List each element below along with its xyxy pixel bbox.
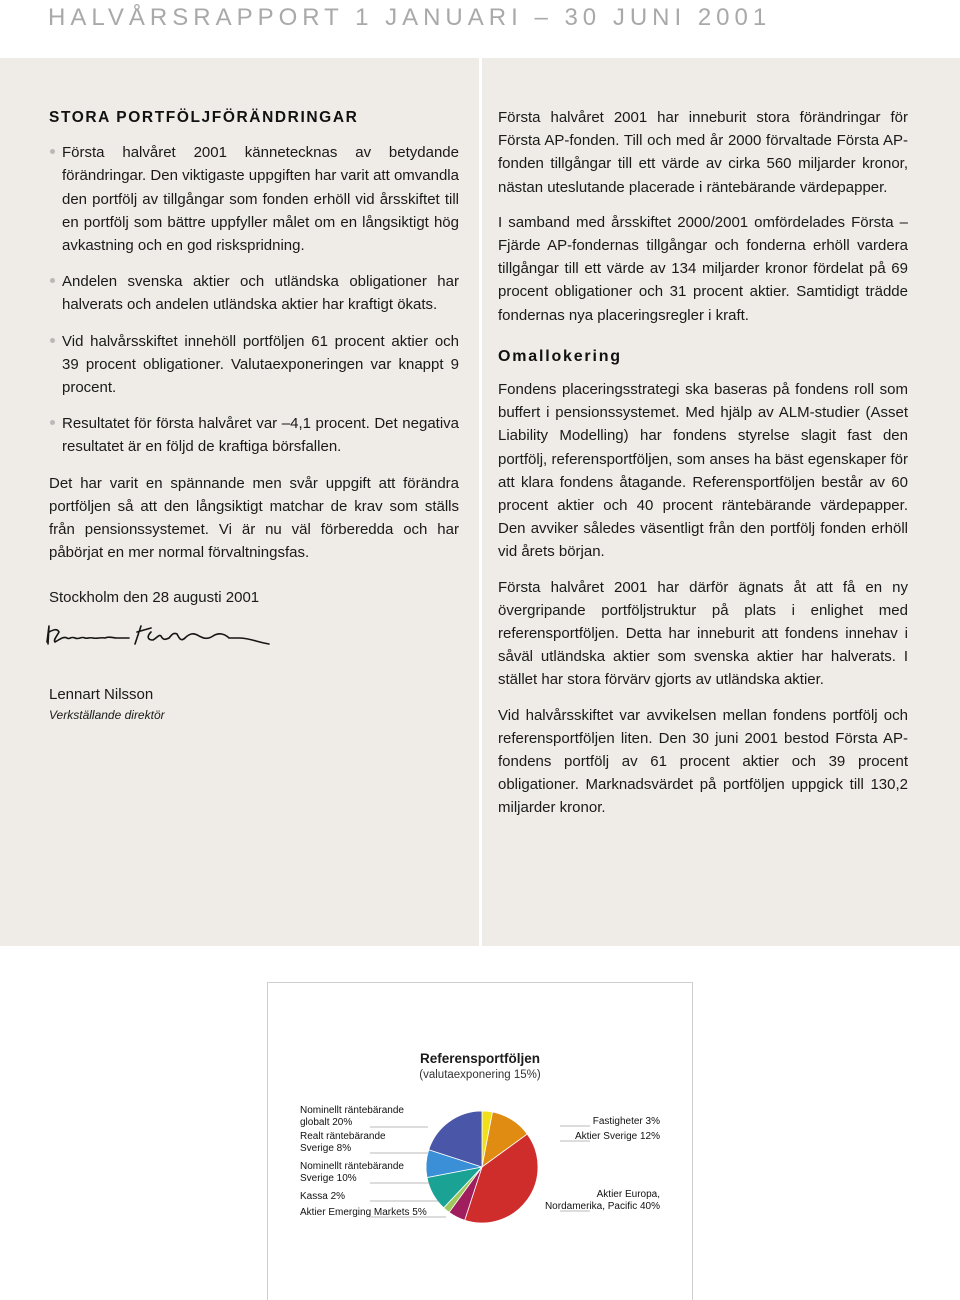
bullet-dot-icon: [50, 420, 55, 425]
report-header-title: HALVÅRSRAPPORT 1 JANUARI – 30 JUNI 2001: [48, 4, 772, 31]
pie-label: Realt räntebärande Sverige 8%: [300, 1131, 386, 1154]
signer-role: Verkställande direktör: [49, 708, 165, 723]
bullet-dot-icon: [50, 149, 55, 154]
bullet-text: Vid halvårsskiftet innehöll portföljen 61 procent aktier och 39 procent obligationer. Valutaexponeringen var knappt 9 procent.: [62, 332, 459, 397]
intro-paragraph: I samband med årsskiftet 2000/2001 omfördelades Första – Fjärde AP-fondernas tillgångar och fonderna erhöll vardera tillgångar till ett värde av 134 miljarder kronor fördelat på 69 procent obligationer och 31 procent aktier. Samtidigt trädde fondernas nya placeringsregler i kraft.: [498, 213, 908, 324]
section-heading-omallokering: Omallokering: [498, 347, 622, 365]
pie-label: Nominellt räntebärande Sverige 10%: [300, 1161, 404, 1184]
bullet-text: Första halvåret 2001 kännetecknas av betydande förändringar. Den viktigaste uppgiften har varit att omvandla den portfölj av tillgångar som fonden erhöll vid årsskiftet till en portfölj som bättre uppfyller målet om en långsiktigt hög avkastning och en god riskspridning.: [62, 144, 459, 255]
body-paragraph: Fondens placeringsstrategi ska baseras på fondens roll som buffert i pensionssystemet. Med hjälp av ALM-studier (Asset Liability Modelling) har fondens styrelse slagit fast den portfölj, referensportföljen, som anses ha bäst egenskaper för att klara fondens åtagande. Referensportföljen består av 60 procent aktier och 40 procent räntebärande värdepapper. Den avviker således väsentligt från den portfölj fonden erhöll vid årets början.: [498, 381, 908, 561]
intro-paragraph: Första halvåret 2001 har inneburit stora förändringar för Första AP-fonden. Till och med år 2000 förvaltade Första AP-fonden tillgångar till ett värde av cirka 560 miljarder kronor, nästan uteslutande placerade i räntebärande värdepapper.: [498, 109, 908, 196]
right-column: [498, 106, 908, 832]
body-paragraph: Vid halvårsskiftet var avvikelsen mellan fondens portfölj och referensportföljen liten. Den 30 juni 2001 bestod Första AP-fondens portfölj av 61 procent aktier och 39 procent obligationer. Marknadsvärdet på portföljen uppgick till 130,2 miljarder kronor.: [498, 706, 908, 817]
bullet-item: [49, 330, 459, 400]
signer-name: Lennart Nilsson: [49, 685, 154, 703]
bullet-item: [49, 412, 459, 458]
section-heading-portfolio-changes: STORA PORTFÖLJFÖRÄNDRINGAR: [49, 109, 359, 126]
bullet-item: [49, 141, 459, 257]
pie-label: Fastigheter 3%: [592, 1116, 660, 1127]
body-paragraph: Första halvåret 2001 har därför ägnats åt att få en ny övergripande portföljstruktur på plats i enlighet med referensportföljen. Detta har inneburit att fondens innehav i såväl utländska aktier som svenska aktier har halverats. I stället har stora förvärv gjorts av utländska aktier.: [498, 578, 908, 689]
pie-chart: [268, 983, 694, 1300]
bullet-text: Resultatet för första halvåret var –4,1 procent. Det negativa resultatet är en följd de kraftiga börsfallen.: [62, 415, 459, 456]
pie-label: Kassa 2%: [300, 1191, 346, 1202]
pie-label: Aktier Sverige 12%: [574, 1131, 660, 1142]
pie-label: Nominellt räntebärande globalt 20%: [300, 1105, 404, 1128]
pie-label: Aktier Europa, Nordamerika, Pacific 40%: [544, 1189, 660, 1212]
chart-title: Referensportföljen: [419, 1051, 541, 1066]
bullet-dot-icon: [50, 278, 55, 283]
pie-label: Aktier Emerging Markets 5%: [300, 1207, 427, 1218]
chart-subtitle: (valutaexponering 15%): [419, 1069, 541, 1081]
left-column: [49, 106, 459, 724]
bullet-dot-icon: [50, 338, 55, 343]
handwritten-signature: [43, 618, 273, 654]
bullet-text: Andelen svenska aktier och utländska obligationer har halverats och andelen utländska aktier har kraftigt ökats.: [62, 273, 459, 314]
bullet-item: [49, 270, 459, 316]
closing-paragraph: Det har varit en spännande men svår uppgift att förändra portföljen så att den långsiktigt matchar de krav som ställs från pensionssystemet. Vi är nu väl förberedda och har påbörjat en mer normal förvaltningsfas.: [49, 474, 459, 562]
pie-chart-box: [267, 982, 693, 1300]
signature-place-date: Stockholm den 28 augusti 2001: [49, 589, 260, 607]
